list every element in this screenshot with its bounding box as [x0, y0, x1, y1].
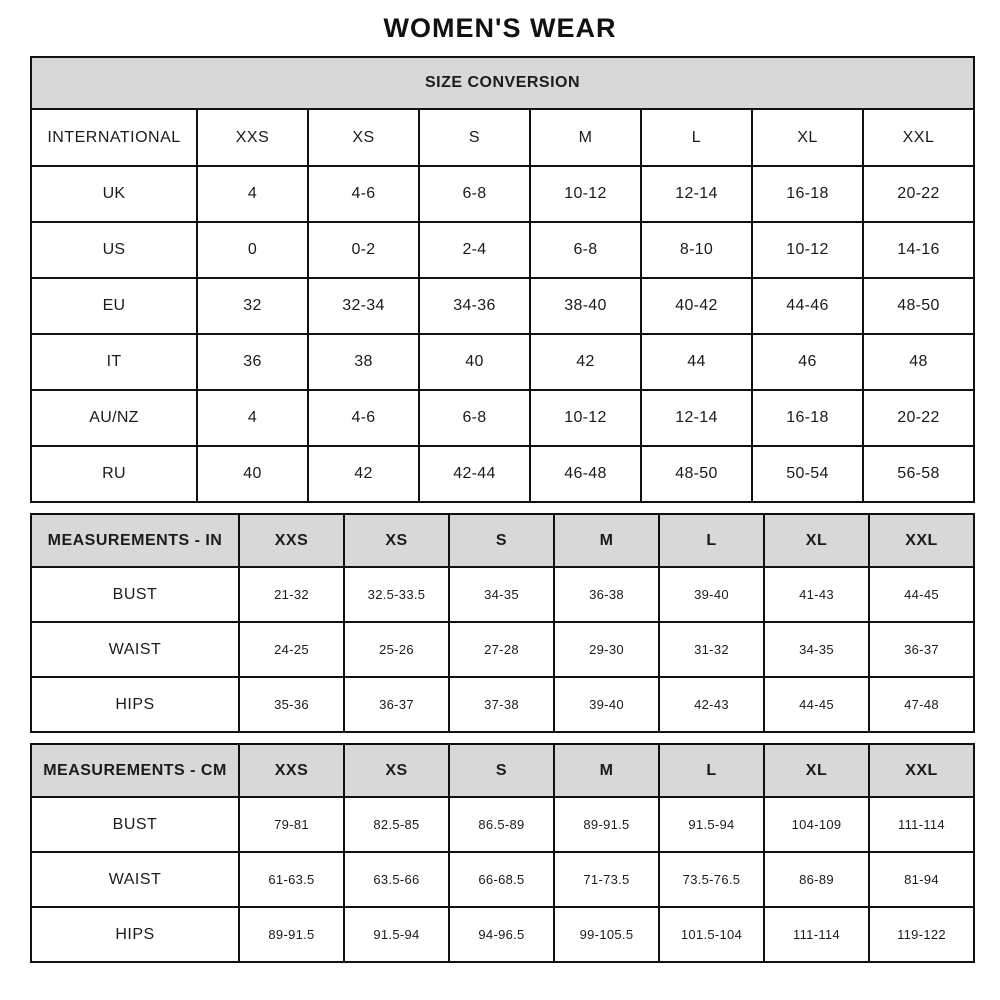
table-row [31, 222, 974, 278]
size-conversion-table [30, 56, 975, 503]
value-cell: 48 [863, 334, 974, 390]
value-cell: 86-89 [764, 852, 869, 907]
value-cell: 41-43 [764, 567, 869, 622]
row-label: HIPS [31, 907, 239, 962]
value-cell: 34-36 [419, 278, 530, 334]
value-cell: 36-37 [869, 622, 974, 677]
value-cell: 40-42 [641, 278, 752, 334]
size-column-header: M [554, 744, 659, 797]
value-cell: 73.5-76.5 [659, 852, 764, 907]
row-label: WAIST [31, 622, 239, 677]
table-row [31, 907, 974, 962]
row-label: HIPS [31, 677, 239, 732]
value-cell: 35-36 [239, 677, 344, 732]
size-column-header: XXL [863, 109, 974, 166]
table-row [31, 567, 974, 622]
value-cell: 42 [530, 334, 641, 390]
value-cell: 4-6 [308, 390, 419, 446]
value-cell: 86.5-89 [449, 797, 554, 852]
value-cell: 14-16 [863, 222, 974, 278]
value-cell: 89-91.5 [554, 797, 659, 852]
value-cell: 32.5-33.5 [344, 567, 449, 622]
value-cell: 4-6 [308, 166, 419, 222]
value-cell: 81-94 [869, 852, 974, 907]
measurements-in-header-row [31, 514, 974, 567]
size-column-header: L [641, 109, 752, 166]
value-cell: 39-40 [554, 677, 659, 732]
value-cell: 44 [641, 334, 752, 390]
value-cell: 2-4 [419, 222, 530, 278]
size-column-header: XL [764, 744, 869, 797]
value-cell: 42 [308, 446, 419, 502]
value-cell: 4 [197, 166, 308, 222]
size-column-header: XL [764, 514, 869, 567]
value-cell: 71-73.5 [554, 852, 659, 907]
value-cell: 6-8 [419, 166, 530, 222]
value-cell: 31-32 [659, 622, 764, 677]
size-column-header: M [530, 109, 641, 166]
size-column-header: XL [752, 109, 863, 166]
value-cell: 0 [197, 222, 308, 278]
value-cell: 8-10 [641, 222, 752, 278]
size-conversion-header-row [31, 109, 974, 166]
value-cell: 101.5-104 [659, 907, 764, 962]
row-label: EU [31, 278, 197, 334]
table-row [31, 278, 974, 334]
size-column-header: S [449, 744, 554, 797]
value-cell: 42-44 [419, 446, 530, 502]
size-column-header: XS [344, 744, 449, 797]
value-cell: 36 [197, 334, 308, 390]
value-cell: 6-8 [419, 390, 530, 446]
size-column-header: XXS [239, 514, 344, 567]
row-label: UK [31, 166, 197, 222]
row-label-header: MEASUREMENTS - IN [31, 514, 239, 567]
size-column-header: XS [308, 109, 419, 166]
value-cell: 91.5-94 [344, 907, 449, 962]
value-cell: 44-45 [764, 677, 869, 732]
value-cell: 36-38 [554, 567, 659, 622]
value-cell: 104-109 [764, 797, 869, 852]
value-cell: 94-96.5 [449, 907, 554, 962]
value-cell: 16-18 [752, 390, 863, 446]
value-cell: 99-105.5 [554, 907, 659, 962]
value-cell: 89-91.5 [239, 907, 344, 962]
value-cell: 21-32 [239, 567, 344, 622]
size-column-header: XS [344, 514, 449, 567]
table-row [31, 797, 974, 852]
value-cell: 6-8 [530, 222, 641, 278]
value-cell: 27-28 [449, 622, 554, 677]
value-cell: 10-12 [530, 390, 641, 446]
value-cell: 63.5-66 [344, 852, 449, 907]
value-cell: 111-114 [764, 907, 869, 962]
size-column-header: XXL [869, 744, 974, 797]
row-label: IT [31, 334, 197, 390]
value-cell: 48-50 [641, 446, 752, 502]
value-cell: 47-48 [869, 677, 974, 732]
row-label: WAIST [31, 852, 239, 907]
value-cell: 44-45 [869, 567, 974, 622]
value-cell: 111-114 [869, 797, 974, 852]
value-cell: 56-58 [863, 446, 974, 502]
value-cell: 12-14 [641, 390, 752, 446]
value-cell: 46 [752, 334, 863, 390]
size-column-header: L [659, 514, 764, 567]
value-cell: 34-35 [449, 567, 554, 622]
size-column-header: S [419, 109, 530, 166]
row-label: US [31, 222, 197, 278]
value-cell: 50-54 [752, 446, 863, 502]
size-column-header: S [449, 514, 554, 567]
value-cell: 38-40 [530, 278, 641, 334]
value-cell: 44-46 [752, 278, 863, 334]
value-cell: 119-122 [869, 907, 974, 962]
value-cell: 48-50 [863, 278, 974, 334]
measurements-in-table [30, 513, 975, 733]
size-column-header: XXS [239, 744, 344, 797]
size-column-header: M [554, 514, 659, 567]
value-cell: 40 [419, 334, 530, 390]
value-cell: 36-37 [344, 677, 449, 732]
value-cell: 38 [308, 334, 419, 390]
row-label: BUST [31, 797, 239, 852]
value-cell: 39-40 [659, 567, 764, 622]
size-column-header: XXS [197, 109, 308, 166]
value-cell: 4 [197, 390, 308, 446]
value-cell: 32 [197, 278, 308, 334]
table-row [31, 677, 974, 732]
value-cell: 46-48 [530, 446, 641, 502]
size-conversion-banner: SIZE CONVERSION [31, 57, 974, 109]
table-row [31, 390, 974, 446]
value-cell: 61-63.5 [239, 852, 344, 907]
measurements-cm-header-row [31, 744, 974, 797]
row-label: BUST [31, 567, 239, 622]
value-cell: 29-30 [554, 622, 659, 677]
value-cell: 25-26 [344, 622, 449, 677]
value-cell: 34-35 [764, 622, 869, 677]
row-label: AU/NZ [31, 390, 197, 446]
measurements-cm-table [30, 743, 975, 963]
value-cell: 0-2 [308, 222, 419, 278]
value-cell: 12-14 [641, 166, 752, 222]
size-column-header: L [659, 744, 764, 797]
value-cell: 40 [197, 446, 308, 502]
row-label-header: INTERNATIONAL [31, 109, 197, 166]
row-label-header: MEASUREMENTS - CM [31, 744, 239, 797]
page-title: WOMEN'S WEAR [383, 13, 617, 43]
value-cell: 42-43 [659, 677, 764, 732]
value-cell: 16-18 [752, 166, 863, 222]
value-cell: 79-81 [239, 797, 344, 852]
table-row [31, 622, 974, 677]
table-row [31, 852, 974, 907]
size-conversion-banner-row [31, 57, 974, 109]
value-cell: 32-34 [308, 278, 419, 334]
table-row [31, 166, 974, 222]
value-cell: 10-12 [530, 166, 641, 222]
value-cell: 91.5-94 [659, 797, 764, 852]
value-cell: 66-68.5 [449, 852, 554, 907]
value-cell: 10-12 [752, 222, 863, 278]
table-row [31, 334, 974, 390]
value-cell: 37-38 [449, 677, 554, 732]
value-cell: 24-25 [239, 622, 344, 677]
row-label: RU [31, 446, 197, 502]
value-cell: 20-22 [863, 390, 974, 446]
size-column-header: XXL [869, 514, 974, 567]
table-row [31, 446, 974, 502]
value-cell: 20-22 [863, 166, 974, 222]
value-cell: 82.5-85 [344, 797, 449, 852]
